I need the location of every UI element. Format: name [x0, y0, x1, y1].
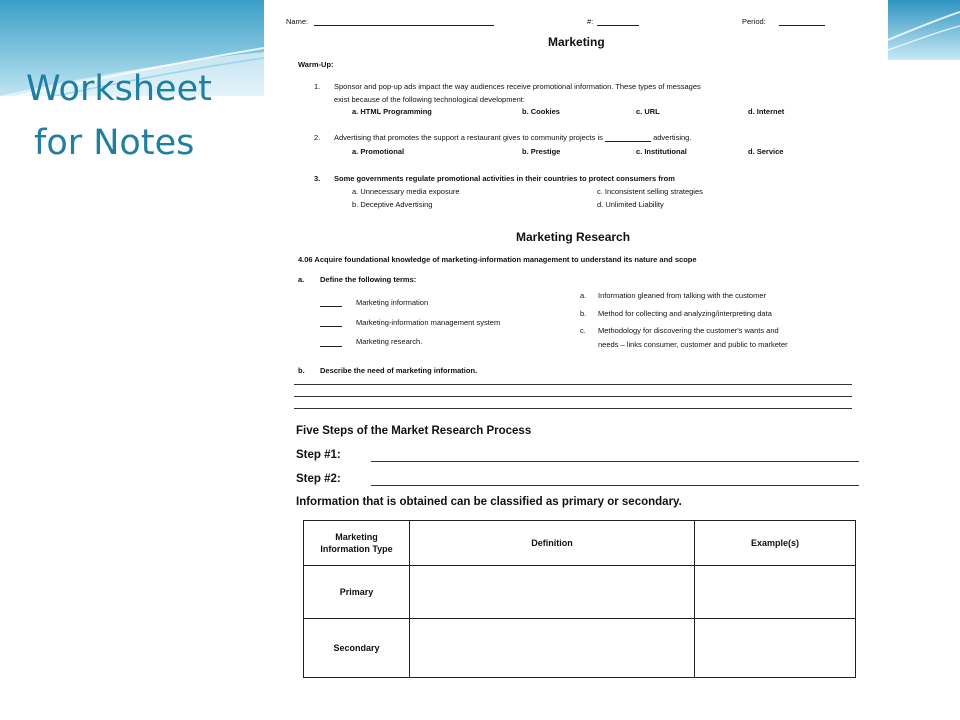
q3-option-c: c. Inconsistent selling strategies	[597, 187, 703, 196]
step-1-label: Step #1:	[296, 449, 341, 461]
answer-line[interactable]	[294, 384, 852, 385]
definition-c-line1: Methodology for discovering the customer's wants and	[598, 326, 779, 335]
research-title: Marketing Research	[516, 230, 631, 244]
q2-option-d: d. Service	[748, 147, 784, 156]
number-blank	[597, 25, 639, 26]
q1-option-b: b. Cookies	[522, 107, 560, 116]
answer-line[interactable]	[294, 408, 852, 409]
definition-c-letter: c.	[580, 326, 586, 335]
primary-definition-cell[interactable]	[410, 566, 695, 619]
part-a-text: Define the following terms:	[320, 275, 417, 284]
slide-title	[26, 62, 212, 170]
number-label: #:	[587, 17, 594, 26]
marketing-title: Marketing	[548, 35, 605, 49]
q2-text-before: Advertising that promotes the support a restaurant gives to community projects is	[334, 133, 603, 142]
definition-c-line2: needs – links consumer, customer and public to marketer	[598, 340, 788, 349]
q1-text-line1: Sponsor and pop-up ads impact the way audiences receive promotional information. These types of messages	[334, 82, 701, 91]
part-b-label: b.	[298, 366, 305, 375]
q2-text-after: advertising.	[653, 133, 692, 142]
q3-number: 3.	[314, 174, 321, 183]
term-1-blank[interactable]	[320, 306, 342, 307]
col-header-type	[304, 521, 410, 566]
q1-text-line2: exist because of the following technological development:	[334, 95, 525, 104]
col-header-definition: Definition	[410, 521, 695, 566]
table-row	[304, 566, 856, 619]
period-blank	[779, 25, 825, 26]
col-header-examples: Example(s)	[695, 521, 856, 566]
q2-option-b: b. Prestige	[522, 147, 561, 156]
classification-text: Information that is obtained can be classified as primary or secondary.	[296, 496, 682, 508]
q3-text: Some governments regulate promotional activities in their countries to protect consumers from	[334, 174, 675, 183]
information-type-table	[303, 520, 856, 678]
q3-option-a: a. Unnecessary media exposure	[352, 187, 460, 196]
definition-b-letter: b.	[580, 309, 587, 318]
step-1-line[interactable]	[371, 461, 859, 462]
q2-text	[334, 133, 691, 142]
warmup-label: Warm-Up:	[298, 60, 334, 69]
row-label-primary: Primary	[304, 566, 410, 619]
col-header-type-line1: Marketing	[335, 532, 378, 542]
slide-title-line2: for Notes	[34, 123, 195, 163]
step-2-line[interactable]	[371, 485, 859, 486]
q2-option-c: c. Institutional	[636, 147, 687, 156]
steps-title: Five Steps of the Market Research Process	[296, 425, 532, 437]
term-2: Marketing-information management system	[356, 318, 501, 327]
primary-examples-cell[interactable]	[695, 566, 856, 619]
definition-a-letter: a.	[580, 291, 587, 300]
q3-option-d: d. Unlimited Liability	[597, 200, 664, 209]
q3-option-b: b. Deceptive Advertising	[352, 200, 433, 209]
definition-a: Information gleaned from talking with the customer	[598, 291, 766, 300]
secondary-examples-cell[interactable]	[695, 619, 856, 678]
q1-option-c: c. URL	[636, 107, 660, 116]
period-label: Period:	[742, 17, 766, 26]
row-label-secondary: Secondary	[304, 619, 410, 678]
term-2-blank[interactable]	[320, 326, 342, 327]
secondary-definition-cell[interactable]	[410, 619, 695, 678]
table-row	[304, 619, 856, 678]
worksheet-page	[264, 0, 888, 720]
name-blank	[314, 25, 494, 26]
research-objective: 4.06 Acquire foundational knowledge of marketing-information management to understand its nature and scope	[298, 255, 697, 264]
q1-option-d: d. Internet	[748, 107, 785, 116]
part-b-text: Describe the need of marketing information.	[320, 366, 478, 375]
definition-b: Method for collecting and analyzing/interpreting data	[598, 309, 772, 318]
term-1: Marketing information	[356, 298, 429, 307]
name-label: Name:	[286, 17, 309, 26]
q1-number: 1.	[314, 82, 321, 91]
q2-number: 2.	[314, 133, 321, 142]
col-header-type-line2: Information Type	[320, 544, 393, 554]
part-a-label: a.	[298, 275, 305, 284]
term-3: Marketing research.	[356, 337, 423, 346]
answer-line[interactable]	[294, 396, 852, 397]
term-3-blank[interactable]	[320, 346, 342, 347]
step-2-label: Step #2:	[296, 473, 341, 485]
q2-option-a: a. Promotional	[352, 147, 405, 156]
q2-blank	[605, 134, 651, 142]
slide-title-line1: Worksheet	[26, 69, 212, 109]
q1-option-a: a. HTML Programming	[352, 107, 432, 116]
